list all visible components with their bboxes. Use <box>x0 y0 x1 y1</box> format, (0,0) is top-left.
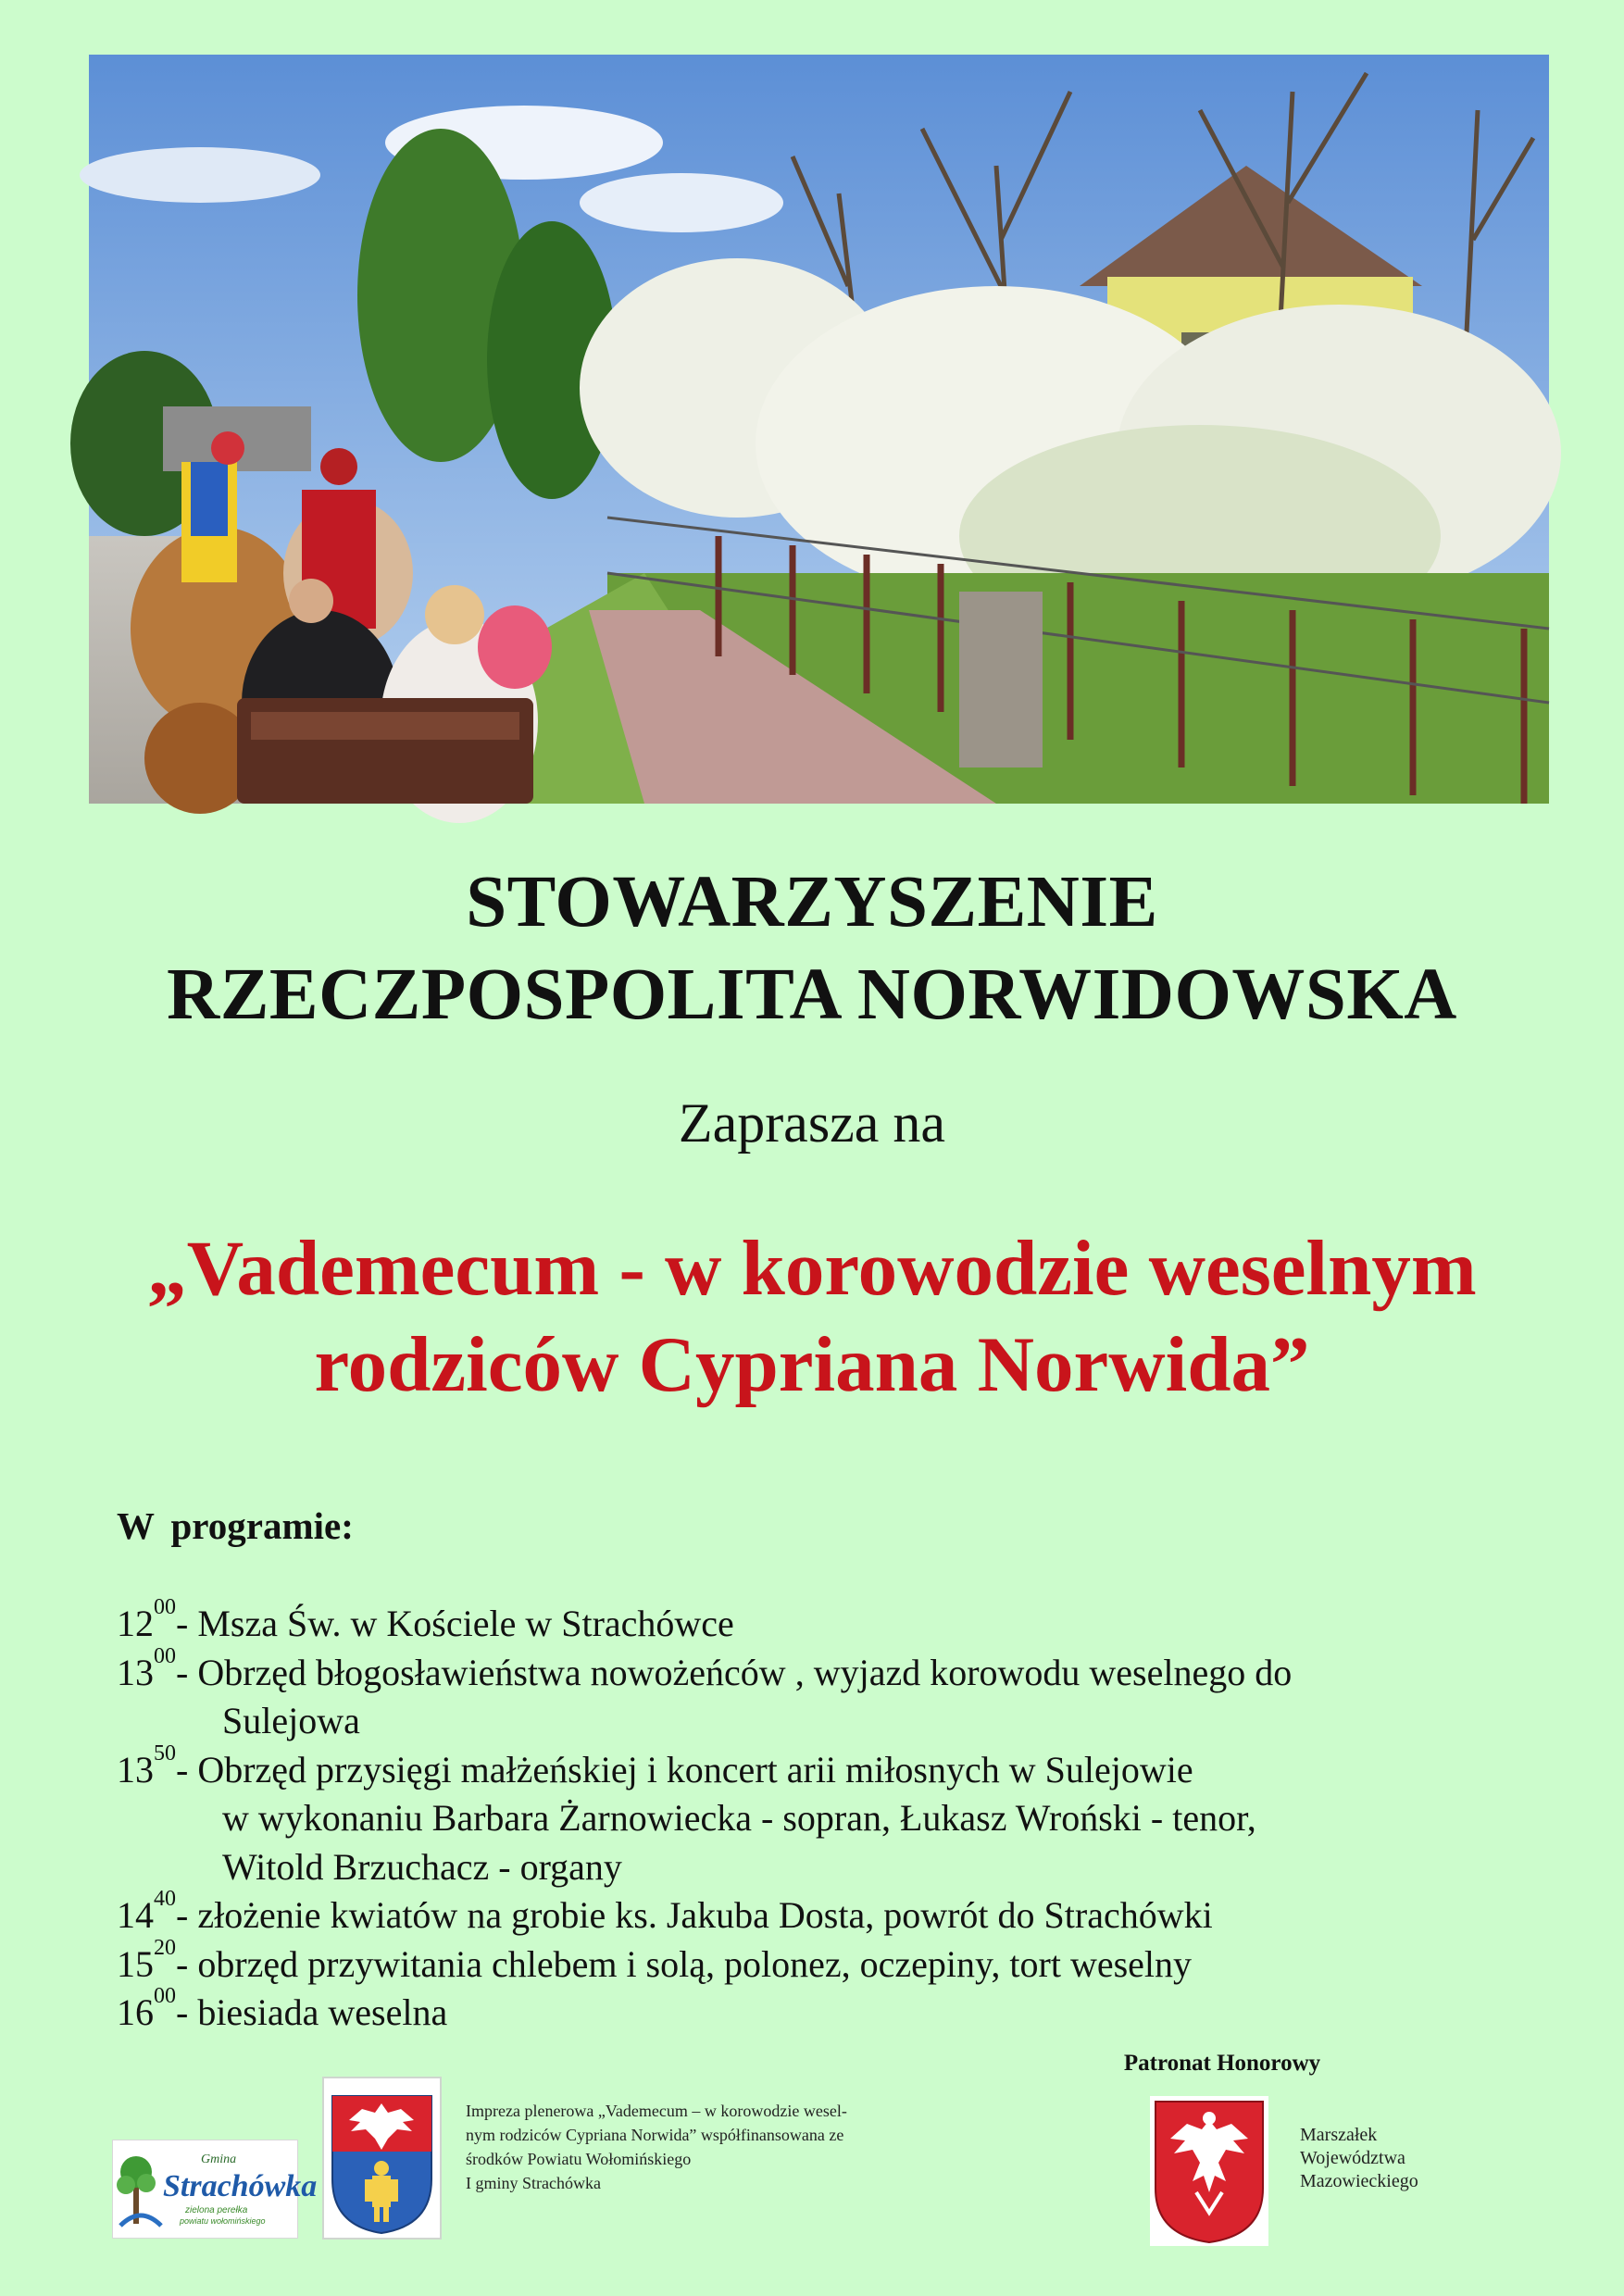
program-item <box>117 1984 1543 2038</box>
program-time <box>117 1935 176 1990</box>
program-text: - złożenie kwiatów na grobie ks. Jakuba Dosta, powrót do Strachówki <box>176 1894 1213 1936</box>
organization-name <box>0 856 1624 1042</box>
program-item <box>117 1741 1543 1892</box>
program-heading: W programie: <box>117 1504 354 1547</box>
program-minutes: 20 <box>154 1935 176 1960</box>
gmina-logo-tagline1: zielona perełka <box>185 2205 248 2215</box>
gmina-logo-tagline2: powiatu wołomińskiego <box>180 2216 266 2226</box>
program-item <box>117 1935 1543 1990</box>
program-item <box>117 1595 1543 1649</box>
program-text: - biesiada weselna <box>176 1991 448 2033</box>
wedding-procession-photo <box>89 55 1549 804</box>
program-hour: 12 <box>117 1603 154 1644</box>
organization-name-line2: RZECZPOSPOLITA NORWIDOWSKA <box>167 955 1457 1035</box>
powiat-crest <box>323 2078 441 2239</box>
event-title-line2: rodziców Cypriana Norwida” <box>314 1321 1310 1408</box>
marszalek-line: Województwa <box>1300 2148 1405 2168</box>
program-text: - Obrzęd przysięgi małżeńskiej i koncert arii miłosnych w Sulejowie <box>176 1748 1193 1791</box>
program-list <box>117 1595 1543 2038</box>
program-text-continuation: w wykonaniu Barbara Żarnowiecka - sopran, Łukasz Wroński - tenor, <box>222 1797 1256 1839</box>
credits-line: Impreza plenerowa „Vademecum – w korowodzie wesel- <box>466 2102 847 2120</box>
tree-logo-icon <box>117 2156 161 2226</box>
program-minutes: 00 <box>154 1984 176 2008</box>
program-minutes: 00 <box>154 1595 176 1619</box>
white-eagle-crest-icon <box>1156 2102 1263 2242</box>
program-item <box>117 1643 1543 1746</box>
marszalek-line: Mazowieckiego <box>1300 2171 1418 2191</box>
gmina-logo-top: Gmina <box>201 2152 237 2166</box>
program-text-continuation: Witold Brzuchacz - organy <box>222 1845 622 1888</box>
marszalek-line: Marszałek <box>1300 2125 1378 2145</box>
program-minutes: 40 <box>154 1887 176 1911</box>
event-title <box>0 1220 1624 1413</box>
program-hour: 13 <box>117 1748 154 1791</box>
credits-line: nym rodziców Cypriana Norwida” współfinansowana ze <box>466 2126 844 2144</box>
patronat-label: Patronat Honorowy <box>1123 2051 1321 2076</box>
program-item <box>117 1887 1543 1940</box>
gmina-logo-name: Strachówka <box>163 2169 318 2203</box>
gmina-strachowka-logo <box>112 2140 318 2239</box>
program-time <box>117 1595 176 1649</box>
program-time <box>117 1887 176 1940</box>
program-hour: 15 <box>117 1942 154 1985</box>
invite-text: Zaprasza na <box>678 1092 946 1154</box>
event-title-line1: „Vademecum - w korowodzie weselnym <box>147 1225 1477 1312</box>
funding-credits <box>466 2099 956 2195</box>
program-text: - Msza Św. w Kościele w Strachówce <box>176 1603 734 1644</box>
program-time <box>117 1643 176 1698</box>
mazowsze-crest <box>1150 2096 1268 2246</box>
program-text-continuation: Sulejowa <box>222 1700 360 1741</box>
program-time <box>117 1984 176 2038</box>
program-text: - obrzęd przywitania chlebem i solą, polonez, oczepiny, tort weselny <box>176 1942 1193 1985</box>
organization-name-line1: STOWARZYSZENIE <box>466 862 1158 942</box>
eagle-crest-icon <box>332 2096 431 2233</box>
program-hour: 13 <box>117 1651 154 1693</box>
program-time <box>117 1741 176 1795</box>
program-hour: 14 <box>117 1894 154 1936</box>
program-minutes: 50 <box>154 1741 176 1766</box>
marszalek-label <box>1300 2124 1448 2193</box>
credits-line: I gminy Strachówka <box>466 2174 601 2192</box>
program-text: - Obrzęd błogosławieństwa nowożeńców , wyjazd korowodu weselnego do <box>176 1651 1293 1693</box>
program-minutes: 00 <box>154 1643 176 1668</box>
credits-line: środków Powiatu Wołomińskiego <box>466 2150 692 2168</box>
program-hour: 16 <box>117 1991 154 2033</box>
